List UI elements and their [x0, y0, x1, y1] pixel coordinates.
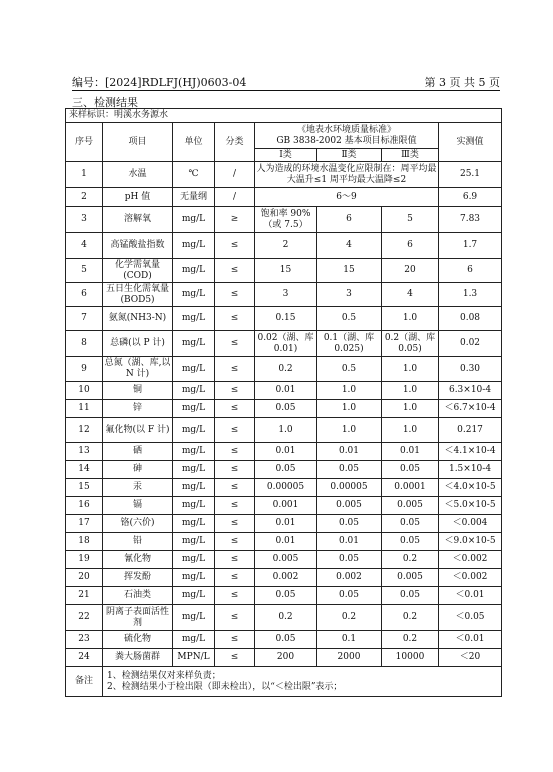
table-row — [66, 162, 502, 188]
table-row — [66, 259, 502, 283]
row-category: ≤ — [215, 631, 255, 649]
row-class1-limit: 0.01 — [255, 533, 317, 551]
row-measured-value: ＜0.05 — [439, 605, 502, 631]
row-class3-limit: 20 — [382, 259, 439, 283]
row-class3-limit: 1.0 — [382, 307, 439, 331]
row-category: ≤ — [215, 443, 255, 461]
row-unit: mg/L — [173, 533, 215, 551]
row-category: ≤ — [215, 479, 255, 497]
row-class1-limit: 200 — [255, 649, 317, 667]
col-header-class2: Ⅱ类 — [317, 149, 382, 162]
row-category: ≤ — [215, 649, 255, 667]
table-row — [66, 307, 502, 331]
row-item: 化学需氧量(COD) — [103, 259, 173, 283]
row-class1-limit: 0.05 — [255, 400, 317, 418]
row-class1-limit: 0.01 — [255, 443, 317, 461]
section-title: 三、检测结果 — [72, 96, 138, 109]
note-line1: 1、检测结果仅对来样负责； — [107, 670, 221, 681]
row-unit: mg/L — [173, 479, 215, 497]
row-measured-value: ＜4.1×10-4 — [439, 443, 502, 461]
row-category: ≤ — [215, 382, 255, 400]
row-class2-limit: 0.00005 — [317, 479, 382, 497]
row-class3-limit: 10000 — [382, 649, 439, 667]
row-number: 18 — [66, 533, 103, 551]
row-category: ≤ — [215, 259, 255, 283]
row-class2-limit: 15 — [317, 259, 382, 283]
table-row — [66, 418, 502, 443]
row-class1-limit: 1.0 — [255, 418, 317, 443]
row-class2-limit: 0.05 — [317, 461, 382, 479]
table-row — [66, 382, 502, 400]
row-measured-value: ＜0.01 — [439, 631, 502, 649]
row-number: 23 — [66, 631, 103, 649]
row-category: ≤ — [215, 331, 255, 357]
table-row — [66, 515, 502, 533]
row-number: 11 — [66, 400, 103, 418]
row-number: 1 — [66, 162, 103, 188]
row-category: ≤ — [215, 605, 255, 631]
row-category: ≤ — [215, 515, 255, 533]
row-unit: mg/L — [173, 418, 215, 443]
row-class2-limit: 4 — [317, 233, 382, 259]
row-class1-limit: 0.05 — [255, 631, 317, 649]
row-unit: mg/L — [173, 357, 215, 382]
col-header-item: 项目 — [103, 123, 173, 162]
row-category: ≤ — [215, 283, 255, 307]
row-measured-value: ＜5.0×10-5 — [439, 497, 502, 515]
row-measured-value: ＜0.004 — [439, 515, 502, 533]
row-class1-limit: 3 — [255, 283, 317, 307]
row-measured-value: ＜0.002 — [439, 551, 502, 569]
row-category: / — [215, 188, 255, 207]
row-class2-limit: 0.2 — [317, 605, 382, 631]
row-item: 氰化物 — [103, 551, 173, 569]
row-class3-limit: 0.05 — [382, 587, 439, 605]
row-measured-value: 0.30 — [439, 357, 502, 382]
table-row — [66, 587, 502, 605]
row-number: 2 — [66, 188, 103, 207]
col-header-class3: Ⅲ类 — [382, 149, 439, 162]
table-row — [66, 443, 502, 461]
row-unit: mg/L — [173, 551, 215, 569]
row-class2-limit: 0.01 — [317, 443, 382, 461]
row-class3-limit: 1.0 — [382, 382, 439, 400]
row-number: 5 — [66, 259, 103, 283]
row-measured-value: 6.3×10-4 — [439, 382, 502, 400]
row-class3-limit: 0.2 — [382, 631, 439, 649]
row-unit: mg/L — [173, 382, 215, 400]
table-row — [66, 533, 502, 551]
row-category: ≤ — [215, 551, 255, 569]
table-row — [66, 188, 502, 207]
col-header-measured: 实测值 — [439, 123, 502, 162]
row-class1-limit: 0.02（湖、库 0.01) — [255, 331, 317, 357]
row-class3-limit: 0.01 — [382, 443, 439, 461]
row-class2-limit: 6 — [317, 207, 382, 233]
row-measured-value: ＜6.7×10-4 — [439, 400, 502, 418]
row-unit: mg/L — [173, 631, 215, 649]
row-item: 铜 — [103, 382, 173, 400]
row-measured-value: 0.02 — [439, 331, 502, 357]
row-measured-value: 0.217 — [439, 418, 502, 443]
row-unit: 无量纲 — [173, 188, 215, 207]
row-class1-limit: 15 — [255, 259, 317, 283]
table-row — [66, 283, 502, 307]
row-class3-limit: 0.0001 — [382, 479, 439, 497]
table-row — [66, 479, 502, 497]
row-number: 24 — [66, 649, 103, 667]
sample-label: 来样标识：明溪水务源水 — [66, 109, 502, 123]
row-measured-value: ＜4.0×10-5 — [439, 479, 502, 497]
row-class3-limit: 0.005 — [382, 497, 439, 515]
row-class3-limit: 0.005 — [382, 569, 439, 587]
row-number: 17 — [66, 515, 103, 533]
row-item: 硫化物 — [103, 631, 173, 649]
row-number: 13 — [66, 443, 103, 461]
row-number: 9 — [66, 357, 103, 382]
row-measured-value: 1.7 — [439, 233, 502, 259]
row-category: ≤ — [215, 587, 255, 605]
row-unit: mg/L — [173, 587, 215, 605]
row-unit: mg/L — [173, 307, 215, 331]
row-category: ≤ — [215, 357, 255, 382]
row-category: ≤ — [215, 497, 255, 515]
row-class1-limit: 0.05 — [255, 461, 317, 479]
table-row — [66, 400, 502, 418]
row-class2-limit: 1.0 — [317, 382, 382, 400]
table-row — [66, 357, 502, 382]
row-category: ≤ — [215, 533, 255, 551]
notes-content — [103, 667, 502, 697]
row-class2-limit: 2000 — [317, 649, 382, 667]
table-row — [66, 331, 502, 357]
header-rule — [72, 90, 500, 91]
page-indicator: 第 3 页 共 5 页 — [424, 76, 500, 89]
row-class2-limit: 0.05 — [317, 551, 382, 569]
standard-line2: GB 3838-2002 基本项目标准限值 — [276, 135, 417, 146]
row-item: 五日生化需氧量(BOD5) — [103, 283, 173, 307]
table-row — [66, 497, 502, 515]
row-standard-limit: 人为造成的环境水温变化应限制在：周平均最大温升≤1 周平均最大温降≤2 — [255, 162, 439, 188]
row-class2-limit: 1.0 — [317, 400, 382, 418]
row-number: 10 — [66, 382, 103, 400]
row-class3-limit: 5 — [382, 207, 439, 233]
row-unit: mg/L — [173, 259, 215, 283]
row-class2-limit: 0.002 — [317, 569, 382, 587]
row-item: 总磷(以 P 计) — [103, 331, 173, 357]
row-class3-limit: 6 — [382, 233, 439, 259]
table-row — [66, 207, 502, 233]
row-number: 20 — [66, 569, 103, 587]
row-class2-limit: 0.01 — [317, 533, 382, 551]
row-category: ≤ — [215, 461, 255, 479]
row-class1-limit: 0.01 — [255, 515, 317, 533]
row-measured-value: ＜9.0×10-5 — [439, 533, 502, 551]
row-number: 15 — [66, 479, 103, 497]
row-number: 6 — [66, 283, 103, 307]
row-item: 铬(六价) — [103, 515, 173, 533]
row-item: 铅 — [103, 533, 173, 551]
row-item: 砷 — [103, 461, 173, 479]
row-class1-limit: 0.15 — [255, 307, 317, 331]
row-class1-limit: 0.2 — [255, 605, 317, 631]
table-row — [66, 569, 502, 587]
row-unit: mg/L — [173, 605, 215, 631]
row-number: 7 — [66, 307, 103, 331]
row-item: 挥发酚 — [103, 569, 173, 587]
row-unit: mg/L — [173, 207, 215, 233]
row-class1-limit: 0.00005 — [255, 479, 317, 497]
table-row — [66, 649, 502, 667]
row-measured-value: 1.3 — [439, 283, 502, 307]
row-item: 阴离子表面活性剂 — [103, 605, 173, 631]
row-category: ≤ — [215, 418, 255, 443]
row-standard-limit: 6～9 — [255, 188, 439, 207]
row-class2-limit: 0.05 — [317, 587, 382, 605]
row-measured-value: 1.5×10-4 — [439, 461, 502, 479]
row-class3-limit: 0.05 — [382, 461, 439, 479]
table-row — [66, 461, 502, 479]
row-number: 3 — [66, 207, 103, 233]
table-row — [66, 233, 502, 259]
row-item: 氟化物(以 F 计) — [103, 418, 173, 443]
row-item: 总氮（湖、库,以 N 计) — [103, 357, 173, 382]
row-class3-limit: 0.2 — [382, 605, 439, 631]
row-item: 粪大肠菌群 — [103, 649, 173, 667]
row-class3-limit: 0.05 — [382, 515, 439, 533]
row-class1-limit: 0.002 — [255, 569, 317, 587]
col-header-standard — [255, 123, 439, 149]
row-measured-value: 6.9 — [439, 188, 502, 207]
row-number: 4 — [66, 233, 103, 259]
row-unit: mg/L — [173, 497, 215, 515]
row-category: ≤ — [215, 233, 255, 259]
row-category: ≤ — [215, 400, 255, 418]
row-class3-limit: 4 — [382, 283, 439, 307]
row-measured-value: 25.1 — [439, 162, 502, 188]
table-row — [66, 551, 502, 569]
row-class1-limit: 0.005 — [255, 551, 317, 569]
row-item: 溶解氧 — [103, 207, 173, 233]
row-unit: MPN/L — [173, 649, 215, 667]
row-unit: mg/L — [173, 283, 215, 307]
row-number: 12 — [66, 418, 103, 443]
row-class3-limit: 1.0 — [382, 418, 439, 443]
row-class1-limit: 0.05 — [255, 587, 317, 605]
row-class3-limit: 0.05 — [382, 533, 439, 551]
row-unit: ℃ — [173, 162, 215, 188]
row-class3-limit: 0.2（湖、库 0.05) — [382, 331, 439, 357]
row-item: 硒 — [103, 443, 173, 461]
row-number: 19 — [66, 551, 103, 569]
report-number: 编号：[2024]RDLFJ(HJ)0603-04 — [72, 76, 247, 89]
row-class3-limit: 1.0 — [382, 400, 439, 418]
results-table — [65, 108, 502, 697]
row-category: ≤ — [215, 307, 255, 331]
col-header-no: 序号 — [66, 123, 103, 162]
row-class2-limit: 3 — [317, 283, 382, 307]
row-class2-limit: 0.005 — [317, 497, 382, 515]
row-category: ≤ — [215, 569, 255, 587]
row-unit: mg/L — [173, 331, 215, 357]
table-row — [66, 631, 502, 649]
col-header-category: 分类 — [215, 123, 255, 162]
row-item: 汞 — [103, 479, 173, 497]
row-item: 锌 — [103, 400, 173, 418]
row-class1-limit: 饱和率 90%（或 7.5） — [255, 207, 317, 233]
row-item: 氨氮(NH3-N) — [103, 307, 173, 331]
row-unit: mg/L — [173, 400, 215, 418]
row-number: 16 — [66, 497, 103, 515]
row-category: ≥ — [215, 207, 255, 233]
row-measured-value: 0.08 — [439, 307, 502, 331]
row-item: 水温 — [103, 162, 173, 188]
notes-label: 备注 — [66, 667, 103, 697]
row-unit: mg/L — [173, 443, 215, 461]
row-class1-limit: 2 — [255, 233, 317, 259]
row-class1-limit: 0.2 — [255, 357, 317, 382]
notes-row — [66, 667, 502, 697]
row-unit: mg/L — [173, 461, 215, 479]
row-measured-value: ＜20 — [439, 649, 502, 667]
row-measured-value: ＜0.01 — [439, 587, 502, 605]
row-number: 21 — [66, 587, 103, 605]
row-measured-value: 6 — [439, 259, 502, 283]
note-line2: 2、检测结果小于检出限（即未检出），以“＜检出限”表示； — [107, 681, 343, 692]
row-category: / — [215, 162, 255, 188]
row-number: 8 — [66, 331, 103, 357]
row-measured-value: ＜0.002 — [439, 569, 502, 587]
row-number: 22 — [66, 605, 103, 631]
row-class3-limit: 1.0 — [382, 357, 439, 382]
row-unit: mg/L — [173, 515, 215, 533]
row-unit: mg/L — [173, 233, 215, 259]
row-item: 高锰酸盐指数 — [103, 233, 173, 259]
table-row — [66, 605, 502, 631]
row-item: 镉 — [103, 497, 173, 515]
row-measured-value: 7.83 — [439, 207, 502, 233]
row-class1-limit: 0.01 — [255, 382, 317, 400]
row-class2-limit: 0.1 — [317, 631, 382, 649]
row-class1-limit: 0.001 — [255, 497, 317, 515]
row-number: 14 — [66, 461, 103, 479]
row-item: pH 值 — [103, 188, 173, 207]
row-class2-limit: 0.5 — [317, 307, 382, 331]
row-class2-limit: 0.05 — [317, 515, 382, 533]
row-item: 石油类 — [103, 587, 173, 605]
col-header-class1: Ⅰ类 — [255, 149, 317, 162]
col-header-unit: 单位 — [173, 123, 215, 162]
standard-line1: 《地表水环境质量标准》 — [296, 124, 396, 135]
row-class3-limit: 0.2 — [382, 551, 439, 569]
row-unit: mg/L — [173, 569, 215, 587]
row-class2-limit: 0.5 — [317, 357, 382, 382]
row-class2-limit: 0.1（湖、库 0.025) — [317, 331, 382, 357]
row-class2-limit: 1.0 — [317, 418, 382, 443]
